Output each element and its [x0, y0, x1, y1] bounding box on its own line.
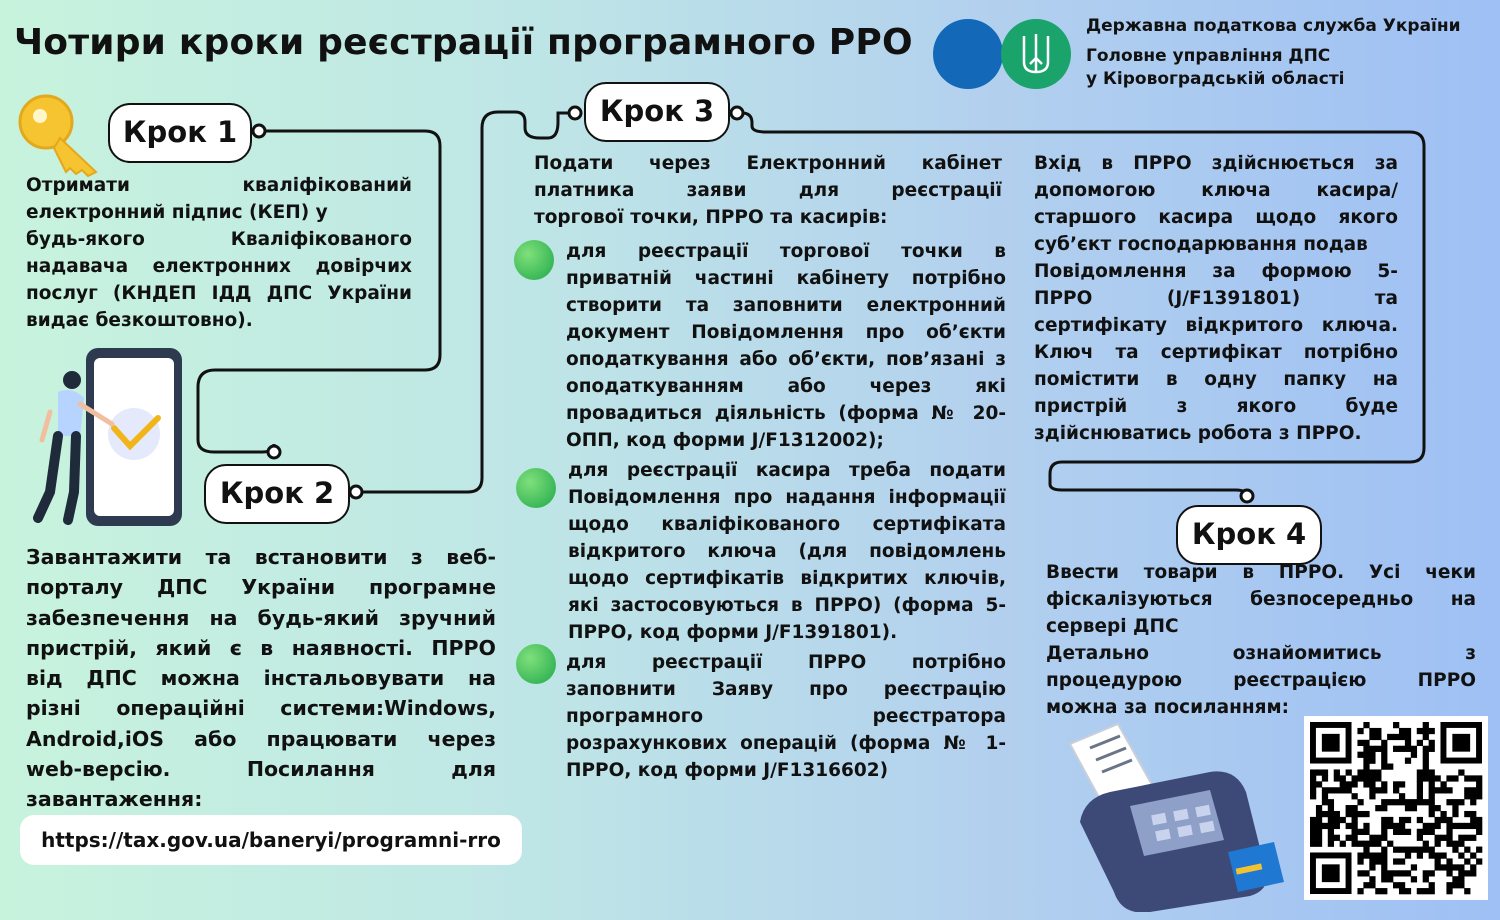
org-name-line1: Державна податкова служба України — [1086, 16, 1461, 36]
step-3-bullet-3 — [566, 649, 1006, 784]
text-line: Завантажити та встановити з веб- — [26, 545, 496, 569]
text-line: порталу ДПС України програмне — [26, 575, 496, 600]
text-line: документ Повідомлення про об’єкти — [566, 322, 1006, 343]
step-3-right-text — [1034, 150, 1398, 447]
step-1-badge: Крок 1 — [108, 103, 252, 163]
bullet-2-icon — [516, 468, 556, 508]
text-line: суб’єкт господарювання подав — [1034, 234, 1368, 255]
bullet-3-icon — [516, 644, 556, 684]
text-line: пристрій, який є в наявності. ПРРО — [26, 635, 496, 660]
text-line: для реєстрації торгової точки в — [566, 241, 1006, 262]
text-line: приватній частині кабінету потрібно — [566, 268, 1006, 289]
text-line: ПРРО (J/F1391801) та — [1034, 288, 1398, 309]
text-line: послуг (КНДЕП ІДД ДПС України — [26, 283, 412, 304]
text-line: електронний підпис (КЕП) у — [26, 202, 328, 223]
logo-blue-circle — [933, 19, 1003, 89]
text-line: заповнити Заяву про реєстрацію — [566, 679, 1006, 700]
text-line: пристрій з якого буде — [1034, 396, 1398, 417]
text-line: помістити в одну папку на — [1034, 369, 1398, 390]
text-line: Детально ознайомитись з — [1046, 643, 1476, 664]
text-line: надавача електронних довірчих — [26, 256, 412, 277]
text-line: web-версію. Посилання для — [26, 757, 496, 782]
text-line: провадиться діяльність (форма № 20- — [566, 403, 1006, 424]
step-3-bullet-1 — [566, 238, 1006, 454]
text-line: фіскалізуються безпосередньо на — [1046, 589, 1476, 610]
text-line: різні операційні системи:Windows, — [26, 696, 496, 721]
key-icon — [12, 88, 112, 178]
text-line: Подати через Електронний кабінет — [534, 153, 1002, 174]
org-name-line3: у Кіровоградській області — [1086, 69, 1345, 89]
step-3-badge: Крок 3 — [584, 82, 730, 142]
text-line: програмного реєстратора — [566, 706, 1006, 727]
text-line: будь-якого Кваліфікованого — [26, 229, 412, 250]
text-line: ОПП, код форми J/F1312002); — [566, 430, 884, 451]
text-line: здійснюватись робота з ПРРО. — [1034, 423, 1362, 444]
phone-illustration — [14, 342, 184, 532]
page-title: Чотири кроки реєстрації програмного РРО — [14, 22, 913, 63]
text-line: Ключ та сертифікат потрібно — [1034, 342, 1398, 363]
text-line: можна за посиланням: — [1046, 697, 1290, 718]
qr-code — [1304, 716, 1488, 900]
step-4-badge: Крок 4 — [1176, 505, 1322, 565]
text-line: старшого касира щодо якого — [1034, 207, 1398, 228]
text-line: платника заяви для реєстрації — [534, 180, 1002, 201]
text-line: Ввести товари в ПРРО. Усі чеки — [1046, 562, 1476, 583]
text-line: оподаткуванням або через які — [566, 376, 1006, 397]
text-line: процедурою реєстрацією ПРРО — [1046, 670, 1476, 691]
step-4-text — [1046, 559, 1476, 721]
step-3-intro — [534, 150, 1002, 231]
text-line: Вхід в ПРРО здійснюється за — [1034, 153, 1398, 174]
pos-terminal-illustration — [1060, 722, 1290, 912]
text-line: Android,iOS або працювати через — [26, 726, 496, 751]
text-line: оподаткування або об’єкти, пов’язані з — [566, 349, 1006, 370]
text-line: завантаження: — [26, 787, 203, 812]
text-line: Отримати кваліфікований — [26, 175, 412, 196]
text-line: допомогою ключа касира/ — [1034, 180, 1398, 201]
download-link[interactable]: https://tax.gov.ua/baneryi/programni-rro — [20, 815, 522, 865]
text-line: торгової точки, ПРРО та касирів: — [534, 207, 888, 228]
text-line: відкритого ключа (для повідомлень — [568, 541, 1006, 562]
text-line: ПРРО, код форми J/F1316602) — [566, 760, 889, 781]
step-2-text — [26, 542, 496, 815]
text-line: для реєстрації ПРРО потрібно — [566, 652, 1006, 673]
text-line: сертифікату відкритого ключа. — [1034, 315, 1398, 336]
text-line: щодо кваліфікованого сертифіката — [568, 514, 1006, 535]
bullet-1-icon — [514, 240, 554, 280]
text-line: Повідомлення за формою 5- — [1034, 261, 1398, 282]
text-line: ПРРО, код форми J/F1391801). — [568, 622, 898, 643]
step-3-bullet-2 — [568, 457, 1006, 646]
step-1-text — [26, 172, 412, 334]
dps-logo — [932, 14, 1072, 94]
text-line: створити та заповнити електронний — [566, 295, 1006, 316]
step-2-badge: Крок 2 — [204, 464, 350, 524]
text-line: Повідомлення про надання інформації — [568, 487, 1006, 508]
text-line: від ДПС можна інстальовувати на — [26, 666, 496, 691]
text-line: сервері ДПС — [1046, 616, 1179, 637]
text-line: для реєстрації касира треба подати — [568, 460, 1006, 481]
text-line: забезпечення на будь-який зручний — [26, 605, 496, 630]
text-line: які застосовуються в ПРРО) (форма 5- — [568, 595, 1006, 616]
org-name-line2: Головне управління ДПС — [1086, 46, 1331, 66]
text-line: видає безкоштовно). — [26, 310, 253, 331]
text-line: щодо сертифікатів відкритих ключів, — [568, 568, 1006, 589]
text-line: розрахункових операцій (форма № 1- — [566, 733, 1006, 754]
